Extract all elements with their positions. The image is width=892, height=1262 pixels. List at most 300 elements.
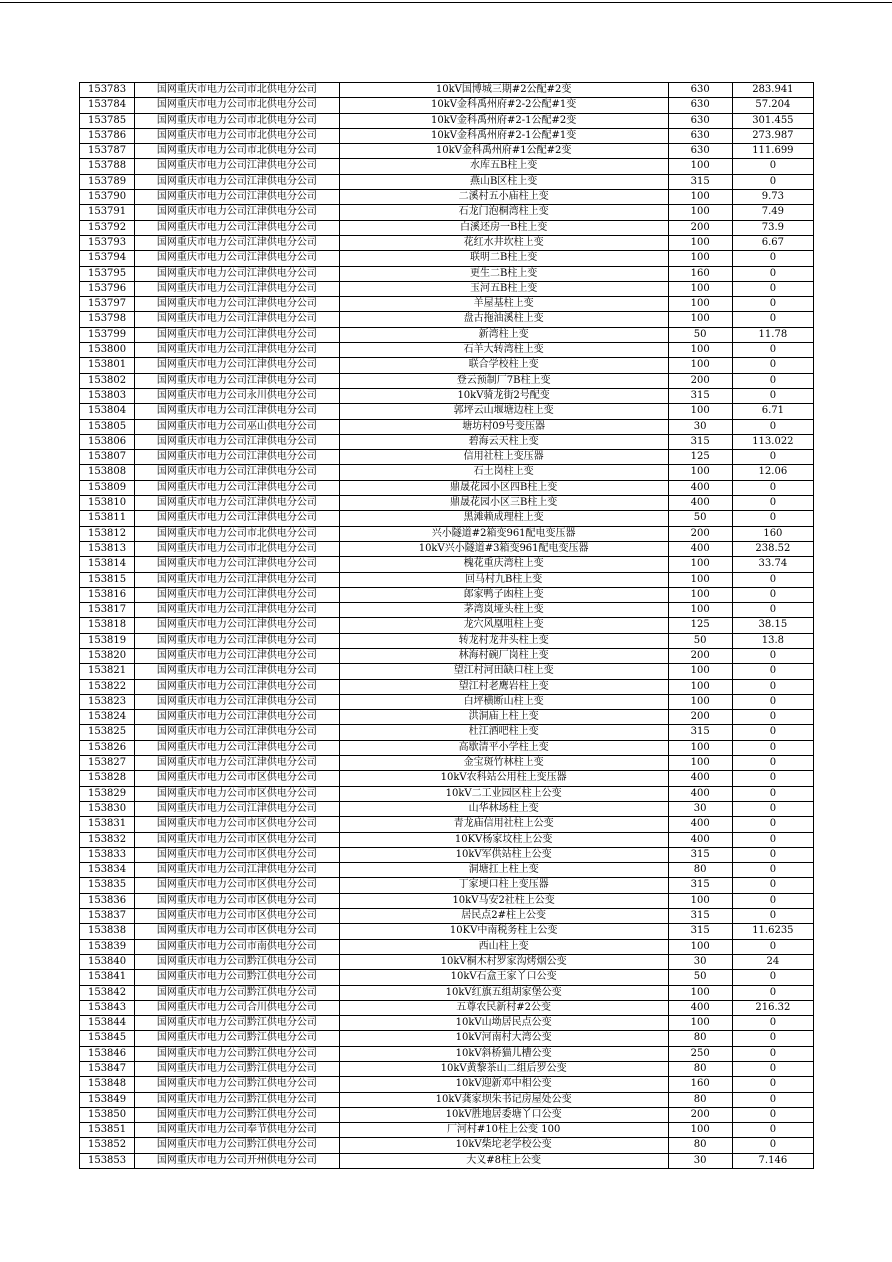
- capacity-cell: 200: [668, 220, 732, 235]
- capacity-cell: 50: [668, 633, 732, 648]
- transformer-name-cell: 白溪还房一B柱上变: [339, 220, 668, 235]
- company-cell: 国网重庆市电力公司江津供电分公司: [135, 358, 340, 373]
- load-value-cell: 0: [732, 281, 813, 296]
- company-cell: 国网重庆市电力公司市北供电分公司: [135, 144, 340, 159]
- transformer-name-cell: 转龙村龙井头柱上变: [339, 633, 668, 648]
- load-value-cell: 0: [732, 1016, 813, 1031]
- capacity-cell: 315: [668, 434, 732, 449]
- capacity-cell: 400: [668, 832, 732, 847]
- company-cell: 国网重庆市电力公司市区供电分公司: [135, 832, 340, 847]
- table-row: [80, 128, 814, 143]
- transformer-name-cell: 五尊农民新村#2公变: [339, 1000, 668, 1015]
- table-row: [80, 480, 814, 495]
- company-cell: 国网重庆市电力公司黔江供电分公司: [135, 970, 340, 985]
- company-cell: 国网重庆市电力公司江津供电分公司: [135, 511, 340, 526]
- load-value-cell: 0: [732, 297, 813, 312]
- transformer-name-cell: 10kV兴小隧道#3箱变961配电变压器: [339, 541, 668, 556]
- record-id-cell: 153803: [80, 388, 135, 403]
- transformer-name-cell: 信用社柱上变压器: [339, 450, 668, 465]
- table-row: [80, 572, 814, 587]
- capacity-cell: 100: [668, 235, 732, 250]
- capacity-cell: 100: [668, 404, 732, 419]
- load-value-cell: 24: [732, 954, 813, 969]
- capacity-cell: 200: [668, 373, 732, 388]
- table-row: [80, 1107, 814, 1122]
- load-value-cell: 0: [732, 388, 813, 403]
- company-cell: 国网重庆市电力公司市区供电分公司: [135, 909, 340, 924]
- load-value-cell: 0: [732, 1092, 813, 1107]
- record-id-cell: 153835: [80, 878, 135, 893]
- table-row: [80, 786, 814, 801]
- company-cell: 国网重庆市电力公司市北供电分公司: [135, 526, 340, 541]
- capacity-cell: 315: [668, 878, 732, 893]
- transformer-name-cell: 10kV金科禹州府#2-1公配#1变: [339, 128, 668, 143]
- table-row: [80, 725, 814, 740]
- table-row: [80, 496, 814, 511]
- record-id-cell: 153805: [80, 419, 135, 434]
- company-cell: 国网重庆市电力公司奉节供电分公司: [135, 1123, 340, 1138]
- capacity-cell: 80: [668, 1031, 732, 1046]
- capacity-cell: 50: [668, 970, 732, 985]
- company-cell: 国网重庆市电力公司江津供电分公司: [135, 603, 340, 618]
- capacity-cell: 100: [668, 312, 732, 327]
- capacity-cell: 80: [668, 1092, 732, 1107]
- load-value-cell: 0: [732, 587, 813, 602]
- transformer-name-cell: 10kV胜地居委塘丫口公变: [339, 1107, 668, 1122]
- transformer-name-cell: 10KV杨家坟柱上公变: [339, 832, 668, 847]
- company-cell: 国网重庆市电力公司合川供电分公司: [135, 1000, 340, 1015]
- company-cell: 国网重庆市电力公司市区供电分公司: [135, 817, 340, 832]
- table-row: [80, 190, 814, 205]
- load-value-cell: 0: [732, 801, 813, 816]
- load-value-cell: 0: [732, 312, 813, 327]
- table-row: [80, 220, 814, 235]
- record-id-cell: 153806: [80, 434, 135, 449]
- table-body: [80, 83, 814, 1169]
- load-value-cell: 113.022: [732, 434, 813, 449]
- load-value-cell: 0: [732, 251, 813, 266]
- table-row: [80, 603, 814, 618]
- company-cell: 国网重庆市电力公司江津供电分公司: [135, 404, 340, 419]
- company-cell: 国网重庆市电力公司江津供电分公司: [135, 633, 340, 648]
- capacity-cell: 100: [668, 740, 732, 755]
- capacity-cell: 400: [668, 480, 732, 495]
- load-value-cell: 0: [732, 1123, 813, 1138]
- transformer-name-cell: 回马村九B柱上变: [339, 572, 668, 587]
- transformer-name-cell: 杜江酒吧柱上变: [339, 725, 668, 740]
- record-id-cell: 153851: [80, 1123, 135, 1138]
- record-id-cell: 153800: [80, 343, 135, 358]
- table-row: [80, 373, 814, 388]
- company-cell: 国网重庆市电力公司市区供电分公司: [135, 924, 340, 939]
- record-id-cell: 153818: [80, 618, 135, 633]
- table-row: [80, 970, 814, 985]
- transformer-name-cell: 龙穴风凰咀柱上变: [339, 618, 668, 633]
- company-cell: 国网重庆市电力公司江津供电分公司: [135, 434, 340, 449]
- transformer-name-cell: 10kV桐木村罗家沟烤烟公变: [339, 954, 668, 969]
- load-value-cell: 38.15: [732, 618, 813, 633]
- transformer-name-cell: 10kV马安2社柱上公变: [339, 893, 668, 908]
- load-value-cell: 273.987: [732, 128, 813, 143]
- capacity-cell: 315: [668, 725, 732, 740]
- table-row: [80, 281, 814, 296]
- load-value-cell: 0: [732, 970, 813, 985]
- capacity-cell: 100: [668, 205, 732, 220]
- load-value-cell: 0: [732, 419, 813, 434]
- company-cell: 国网重庆市电力公司市北供电分公司: [135, 98, 340, 113]
- transformer-name-cell: 羊屋基柱上变: [339, 297, 668, 312]
- capacity-cell: 100: [668, 893, 732, 908]
- table-row: [80, 327, 814, 342]
- record-id-cell: 153848: [80, 1077, 135, 1092]
- load-value-cell: 0: [732, 878, 813, 893]
- table-row: [80, 633, 814, 648]
- company-cell: 国网重庆市电力公司黔江供电分公司: [135, 1062, 340, 1077]
- transformer-name-cell: 望江村河田缺口柱上变: [339, 664, 668, 679]
- record-id-cell: 153799: [80, 327, 135, 342]
- transformer-name-cell: 鼎晟花园小区四B柱上变: [339, 480, 668, 495]
- capacity-cell: 100: [668, 297, 732, 312]
- transformer-name-cell: 10kV金科禹州府#1公配#2变: [339, 144, 668, 159]
- record-id-cell: 153814: [80, 557, 135, 572]
- capacity-cell: 315: [668, 388, 732, 403]
- capacity-cell: 400: [668, 1000, 732, 1015]
- load-value-cell: 11.6235: [732, 924, 813, 939]
- record-id-cell: 153804: [80, 404, 135, 419]
- transformer-name-cell: 厂河村#10柱上公变 100: [339, 1123, 668, 1138]
- capacity-cell: 100: [668, 343, 732, 358]
- record-id-cell: 153801: [80, 358, 135, 373]
- load-value-cell: 0: [732, 159, 813, 174]
- table-row: [80, 817, 814, 832]
- record-id-cell: 153841: [80, 970, 135, 985]
- record-id-cell: 153846: [80, 1046, 135, 1061]
- transformer-name-cell: 塘坊村09号变压器: [339, 419, 668, 434]
- record-id-cell: 153796: [80, 281, 135, 296]
- load-value-cell: 0: [732, 725, 813, 740]
- record-id-cell: 153811: [80, 511, 135, 526]
- table-row: [80, 740, 814, 755]
- table-row: [80, 557, 814, 572]
- transformer-name-cell: 青龙庙信用社柱上公变: [339, 817, 668, 832]
- load-value-cell: 0: [732, 756, 813, 771]
- record-id-cell: 153815: [80, 572, 135, 587]
- transformer-name-cell: 石龙门泡桐湾柱上变: [339, 205, 668, 220]
- company-cell: 国网重庆市电力公司江津供电分公司: [135, 205, 340, 220]
- table-row: [80, 465, 814, 480]
- company-cell: 国网重庆市电力公司江津供电分公司: [135, 740, 340, 755]
- table-row: [80, 434, 814, 449]
- record-id-cell: 153821: [80, 664, 135, 679]
- table-row: [80, 419, 814, 434]
- table-row: [80, 1092, 814, 1107]
- table-row: [80, 541, 814, 556]
- company-cell: 国网重庆市电力公司江津供电分公司: [135, 312, 340, 327]
- capacity-cell: 200: [668, 1107, 732, 1122]
- company-cell: 国网重庆市电力公司黔江供电分公司: [135, 1031, 340, 1046]
- load-value-cell: 0: [732, 603, 813, 618]
- company-cell: 国网重庆市电力公司江津供电分公司: [135, 190, 340, 205]
- load-value-cell: 0: [732, 1062, 813, 1077]
- company-cell: 国网重庆市电力公司黔江供电分公司: [135, 1077, 340, 1092]
- table-row: [80, 618, 814, 633]
- record-id-cell: 153783: [80, 83, 135, 98]
- transformer-name-cell: 10kV国博城三期#2公配#2变: [339, 83, 668, 98]
- transformer-name-cell: 10kV斜桥猫儿槽公变: [339, 1046, 668, 1061]
- table-row: [80, 1016, 814, 1031]
- load-value-cell: 216.32: [732, 1000, 813, 1015]
- record-id-cell: 153794: [80, 251, 135, 266]
- capacity-cell: 50: [668, 327, 732, 342]
- transformer-name-cell: 洪洞庙上柱上变: [339, 710, 668, 725]
- record-id-cell: 153850: [80, 1107, 135, 1122]
- transformer-name-cell: 郎家鸭子凼柱上变: [339, 587, 668, 602]
- table-row: [80, 266, 814, 281]
- load-value-cell: 0: [732, 786, 813, 801]
- capacity-cell: 100: [668, 190, 732, 205]
- company-cell: 国网重庆市电力公司市北供电分公司: [135, 83, 340, 98]
- load-value-cell: 0: [732, 648, 813, 663]
- load-value-cell: 13.8: [732, 633, 813, 648]
- load-value-cell: 11.78: [732, 327, 813, 342]
- capacity-cell: 630: [668, 98, 732, 113]
- record-id-cell: 153840: [80, 954, 135, 969]
- transformer-name-cell: 更生二B柱上变: [339, 266, 668, 281]
- company-cell: 国网重庆市电力公司市区供电分公司: [135, 847, 340, 862]
- company-cell: 国网重庆市电力公司江津供电分公司: [135, 373, 340, 388]
- record-id-cell: 153827: [80, 756, 135, 771]
- table-row: [80, 1046, 814, 1061]
- record-id-cell: 153834: [80, 863, 135, 878]
- load-value-cell: 160: [732, 526, 813, 541]
- transformer-name-cell: 10kV金科禹州府#2-1公配#2变: [339, 113, 668, 128]
- table-row: [80, 358, 814, 373]
- capacity-cell: 100: [668, 281, 732, 296]
- table-row: [80, 771, 814, 786]
- record-id-cell: 153853: [80, 1153, 135, 1168]
- load-value-cell: 0: [732, 480, 813, 495]
- company-cell: 国网重庆市电力公司江津供电分公司: [135, 266, 340, 281]
- capacity-cell: 200: [668, 710, 732, 725]
- table-row: [80, 648, 814, 663]
- table-row: [80, 1031, 814, 1046]
- company-cell: 国网重庆市电力公司巫山供电分公司: [135, 419, 340, 434]
- load-value-cell: 0: [732, 496, 813, 511]
- company-cell: 国网重庆市电力公司黔江供电分公司: [135, 1092, 340, 1107]
- capacity-cell: 315: [668, 924, 732, 939]
- transformer-table: [79, 82, 814, 1169]
- record-id-cell: 153839: [80, 939, 135, 954]
- capacity-cell: 630: [668, 128, 732, 143]
- company-cell: 国网重庆市电力公司市区供电分公司: [135, 771, 340, 786]
- record-id-cell: 153849: [80, 1092, 135, 1107]
- record-id-cell: 153802: [80, 373, 135, 388]
- record-id-cell: 153837: [80, 909, 135, 924]
- load-value-cell: 12.06: [732, 465, 813, 480]
- transformer-name-cell: 林海村碗厂岗柱上变: [339, 648, 668, 663]
- capacity-cell: 80: [668, 1138, 732, 1153]
- company-cell: 国网重庆市电力公司市北供电分公司: [135, 113, 340, 128]
- load-value-cell: 33.74: [732, 557, 813, 572]
- company-cell: 国网重庆市电力公司江津供电分公司: [135, 281, 340, 296]
- capacity-cell: 400: [668, 541, 732, 556]
- transformer-name-cell: 高歇清平小学柱上变: [339, 740, 668, 755]
- capacity-cell: 100: [668, 1123, 732, 1138]
- table-row: [80, 878, 814, 893]
- company-cell: 国网重庆市电力公司江津供电分公司: [135, 220, 340, 235]
- transformer-name-cell: 白坪横断山柱上变: [339, 694, 668, 709]
- table-row: [80, 679, 814, 694]
- company-cell: 国网重庆市电力公司市区供电分公司: [135, 878, 340, 893]
- transformer-name-cell: 石土岗柱上变: [339, 465, 668, 480]
- capacity-cell: 30: [668, 1153, 732, 1168]
- table-row: [80, 1062, 814, 1077]
- capacity-cell: 315: [668, 174, 732, 189]
- capacity-cell: 100: [668, 465, 732, 480]
- record-id-cell: 153833: [80, 847, 135, 862]
- record-id-cell: 153784: [80, 98, 135, 113]
- record-id-cell: 153824: [80, 710, 135, 725]
- record-id-cell: 153842: [80, 985, 135, 1000]
- transformer-name-cell: 玉河五B柱上变: [339, 281, 668, 296]
- capacity-cell: 125: [668, 618, 732, 633]
- capacity-cell: 400: [668, 771, 732, 786]
- record-id-cell: 153795: [80, 266, 135, 281]
- record-id-cell: 153808: [80, 465, 135, 480]
- record-id-cell: 153825: [80, 725, 135, 740]
- table-row: [80, 694, 814, 709]
- transformer-name-cell: 碧海云天柱上变: [339, 434, 668, 449]
- transformer-name-cell: 10kV二工业园区柱上公变: [339, 786, 668, 801]
- capacity-cell: 400: [668, 496, 732, 511]
- table-row: [80, 587, 814, 602]
- company-cell: 国网重庆市电力公司黔江供电分公司: [135, 1138, 340, 1153]
- capacity-cell: 30: [668, 419, 732, 434]
- load-value-cell: 0: [732, 710, 813, 725]
- record-id-cell: 153788: [80, 159, 135, 174]
- capacity-cell: 630: [668, 144, 732, 159]
- load-value-cell: 0: [732, 694, 813, 709]
- table-row: [80, 1077, 814, 1092]
- capacity-cell: 630: [668, 113, 732, 128]
- capacity-cell: 250: [668, 1046, 732, 1061]
- transformer-name-cell: 花红水井坎柱上变: [339, 235, 668, 250]
- transformer-name-cell: 大义#8柱上公变: [339, 1153, 668, 1168]
- record-id-cell: 153785: [80, 113, 135, 128]
- company-cell: 国网重庆市电力公司市南供电分公司: [135, 939, 340, 954]
- record-id-cell: 153793: [80, 235, 135, 250]
- record-id-cell: 153847: [80, 1062, 135, 1077]
- table-row: [80, 144, 814, 159]
- record-id-cell: 153798: [80, 312, 135, 327]
- transformer-name-cell: 盘古拖油溪柱上变: [339, 312, 668, 327]
- load-value-cell: 0: [732, 893, 813, 908]
- load-value-cell: 0: [732, 863, 813, 878]
- company-cell: 国网重庆市电力公司市北供电分公司: [135, 128, 340, 143]
- company-cell: 国网重庆市电力公司江津供电分公司: [135, 297, 340, 312]
- company-cell: 国网重庆市电力公司江津供电分公司: [135, 235, 340, 250]
- load-value-cell: 0: [732, 1107, 813, 1122]
- load-value-cell: 0: [732, 847, 813, 862]
- capacity-cell: 630: [668, 83, 732, 98]
- load-value-cell: 0: [732, 174, 813, 189]
- record-id-cell: 153812: [80, 526, 135, 541]
- record-id-cell: 153807: [80, 450, 135, 465]
- table-row: [80, 710, 814, 725]
- capacity-cell: 400: [668, 786, 732, 801]
- record-id-cell: 153843: [80, 1000, 135, 1015]
- load-value-cell: 0: [732, 373, 813, 388]
- load-value-cell: 0: [732, 343, 813, 358]
- capacity-cell: 100: [668, 557, 732, 572]
- table-row: [80, 832, 814, 847]
- load-value-cell: 0: [732, 817, 813, 832]
- record-id-cell: 153852: [80, 1138, 135, 1153]
- record-id-cell: 153826: [80, 740, 135, 755]
- table-row: [80, 863, 814, 878]
- table-row: [80, 388, 814, 403]
- capacity-cell: 100: [668, 587, 732, 602]
- transformer-name-cell: 10kV黄黎茶山二组后罗公变: [339, 1062, 668, 1077]
- load-value-cell: 6.71: [732, 404, 813, 419]
- capacity-cell: 100: [668, 664, 732, 679]
- company-cell: 国网重庆市电力公司江津供电分公司: [135, 174, 340, 189]
- transformer-name-cell: 10kV金科禹州府#2-2公配#1变: [339, 98, 668, 113]
- company-cell: 国网重庆市电力公司江津供电分公司: [135, 664, 340, 679]
- capacity-cell: 30: [668, 954, 732, 969]
- company-cell: 国网重庆市电力公司江津供电分公司: [135, 480, 340, 495]
- transformer-name-cell: 西山柱上变: [339, 939, 668, 954]
- company-cell: 国网重庆市电力公司江津供电分公司: [135, 557, 340, 572]
- load-value-cell: 0: [732, 358, 813, 373]
- capacity-cell: 100: [668, 603, 732, 618]
- record-id-cell: 153809: [80, 480, 135, 495]
- record-id-cell: 153790: [80, 190, 135, 205]
- transformer-name-cell: 石羊大转湾柱上变: [339, 343, 668, 358]
- load-value-cell: 0: [732, 1046, 813, 1061]
- record-id-cell: 153831: [80, 817, 135, 832]
- company-cell: 国网重庆市电力公司市区供电分公司: [135, 893, 340, 908]
- table-row: [80, 159, 814, 174]
- table-row: [80, 909, 814, 924]
- capacity-cell: 100: [668, 159, 732, 174]
- table-row: [80, 235, 814, 250]
- load-value-cell: 57.204: [732, 98, 813, 113]
- company-cell: 国网重庆市电力公司黔江供电分公司: [135, 985, 340, 1000]
- capacity-cell: 80: [668, 863, 732, 878]
- company-cell: 国网重庆市电力公司江津供电分公司: [135, 496, 340, 511]
- table-row: [80, 939, 814, 954]
- capacity-cell: 100: [668, 985, 732, 1000]
- capacity-cell: 100: [668, 694, 732, 709]
- load-value-cell: 0: [732, 450, 813, 465]
- transformer-name-cell: 山华林场柱上变: [339, 801, 668, 816]
- table-row: [80, 924, 814, 939]
- load-value-cell: 0: [732, 679, 813, 694]
- company-cell: 国网重庆市电力公司江津供电分公司: [135, 327, 340, 342]
- transformer-name-cell: 槐花重庆湾柱上变: [339, 557, 668, 572]
- company-cell: 国网重庆市电力公司江津供电分公司: [135, 725, 340, 740]
- record-id-cell: 153823: [80, 694, 135, 709]
- company-cell: 国网重庆市电力公司江津供电分公司: [135, 572, 340, 587]
- load-value-cell: 0: [732, 771, 813, 786]
- company-cell: 国网重庆市电力公司江津供电分公司: [135, 618, 340, 633]
- company-cell: 国网重庆市电力公司黔江供电分公司: [135, 954, 340, 969]
- transformer-name-cell: 金宝斑竹林柱上变: [339, 756, 668, 771]
- capacity-cell: 100: [668, 939, 732, 954]
- company-cell: 国网重庆市电力公司永川供电分公司: [135, 388, 340, 403]
- table-row: [80, 893, 814, 908]
